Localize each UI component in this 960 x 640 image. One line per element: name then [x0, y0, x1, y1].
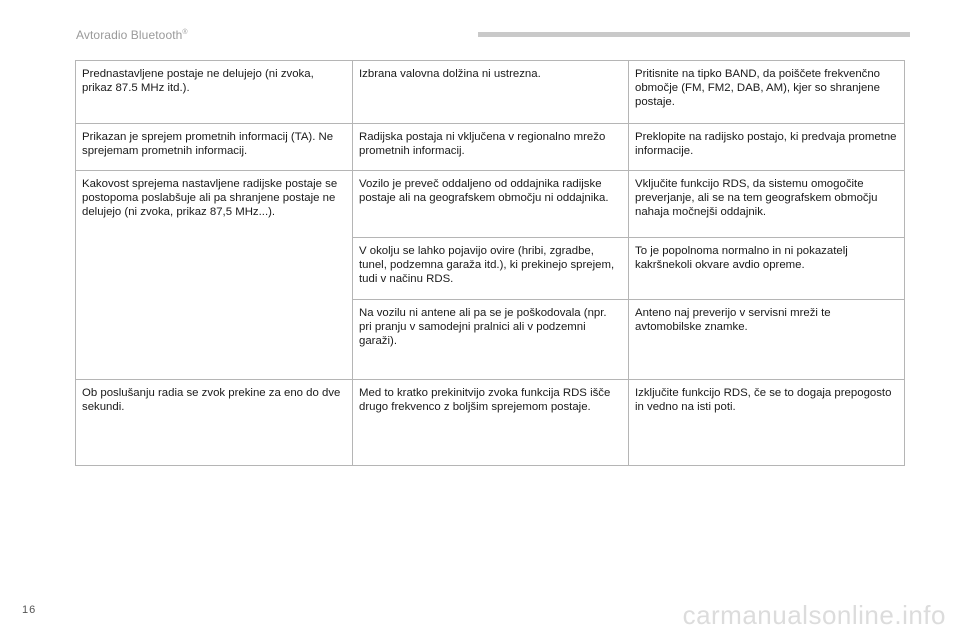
problem-cell: Ob poslušanju radia se zvok prekine za eno do dve sekundi.	[76, 380, 353, 466]
troubleshooting-table	[75, 60, 905, 466]
solution-cell: Vključite funkcijo RDS, da sistemu omogočite preverjanje, ali se na tem geografskem območju nahaja močnejši oddajnik.	[629, 171, 905, 238]
problem-cell: Prikazan je sprejem prometnih informacij (TA). Ne sprejemam prometnih informacij.	[76, 124, 353, 171]
section-title-text: Avtoradio Bluetooth	[76, 28, 183, 42]
section-title	[76, 28, 188, 42]
solution-cell: Pritisnite na tipko BAND, da poiščete frekvenčno območje (FM, FM2, DAB, AM), kjer so shranjene postaje.	[629, 61, 905, 124]
page-number: 16	[22, 604, 37, 616]
solution-cell: Anteno naj preverijo v servisni mreži te avtomobilske znamke.	[629, 300, 905, 380]
header-rule	[478, 32, 910, 37]
cause-cell: V okolju se lahko pojavijo ovire (hribi, zgradbe, tunel, podzemna garaža itd.), ki prekinejo sprejem, tudi v načinu RDS.	[353, 238, 629, 300]
watermark: carmanualsonline.info	[682, 600, 946, 630]
problem-cell: Kakovost sprejema nastavljene radijske postaje se postopoma poslabšuje ali pa shranjene postaje ne delujejo (ni zvoka, prikaz 87,5 MHz...).	[76, 171, 353, 380]
cause-cell: Radijska postaja ni vključena v regionalno mrežo prometnih informacij.	[353, 124, 629, 171]
solution-cell: Preklopite na radijsko postajo, ki predvaja prometne informacije.	[629, 124, 905, 171]
cause-cell: Med to kratko prekinitvijo zvoka funkcija RDS išče drugo frekvenco z boljšim sprejemom postaje.	[353, 380, 629, 466]
solution-cell: To je popolnoma normalno in ni pokazatelj kakršnekoli okvare avdio opreme.	[629, 238, 905, 300]
registered-mark: ®	[182, 29, 188, 36]
solution-cell: Izključite funkcijo RDS, če se to dogaja prepogosto in vedno na isti poti.	[629, 380, 905, 466]
table-row	[76, 61, 905, 124]
cause-cell: Izbrana valovna dolžina ni ustrezna.	[353, 61, 629, 124]
table-row	[76, 124, 905, 171]
problem-cell: Prednastavljene postaje ne delujejo (ni zvoka, prikaz 87.5 MHz itd.).	[76, 61, 353, 124]
cause-cell: Vozilo je preveč oddaljeno od oddajnika radijske postaje ali na geografskem območju ni oddajnika.	[353, 171, 629, 238]
table-row	[76, 380, 905, 466]
table-row	[76, 171, 905, 238]
cause-cell: Na vozilu ni antene ali pa se je poškodovala (npr. pri pranju v samodejni pralnici ali v podzemni garaži).	[353, 300, 629, 380]
